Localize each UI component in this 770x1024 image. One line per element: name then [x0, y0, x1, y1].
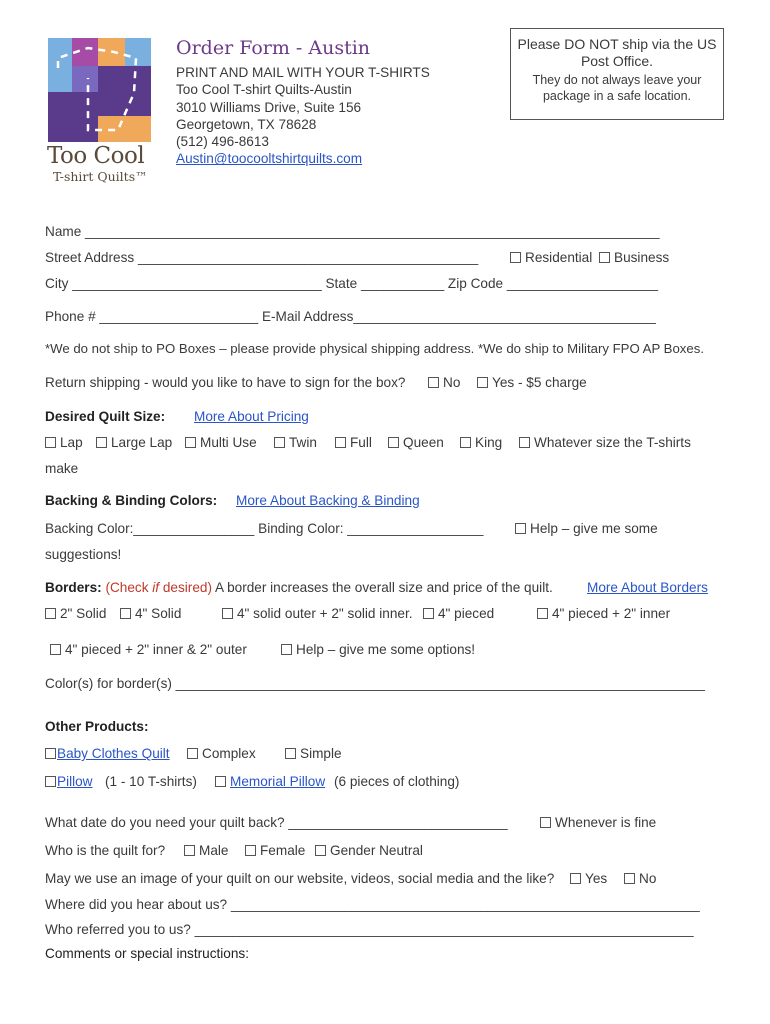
help-suggestions-continued: suggestions!: [45, 547, 122, 562]
checkbox[interactable]: [96, 437, 107, 448]
city-state-zip-field[interactable]: City _________________________________ State ___________ Zip Code ____________________: [45, 276, 659, 291]
image-permission-question: May we use an image of your quilt on our website, videos, social media and the like?: [45, 871, 555, 886]
name-field[interactable]: Name ____________________________________________________________________________: [45, 224, 660, 239]
warning-sub: They do not always leave your package in a safe location.: [532, 73, 702, 103]
size-lap[interactable]: [45, 435, 83, 450]
checkbox[interactable]: [388, 437, 399, 448]
option-label: 4" pieced + 2" inner & 2" outer: [65, 642, 247, 657]
checkbox[interactable]: [185, 437, 196, 448]
option-label: Twin: [289, 435, 317, 450]
border-pieced-inner[interactable]: [537, 606, 670, 621]
checkbox[interactable]: [624, 873, 635, 884]
help-suggestions-option[interactable]: [515, 521, 658, 536]
po-box-note: *We do not ship to PO Boxes – please provide physical shipping address. *We do ship to Military FPO AP Boxes.: [45, 341, 704, 356]
complex-option[interactable]: [187, 746, 256, 761]
baby-clothes-quilt-link[interactable]: Baby Clothes Quilt: [57, 746, 170, 761]
checkbox[interactable]: [519, 437, 530, 448]
checkbox[interactable]: [423, 608, 434, 619]
option-label: Help – give me some options!: [296, 642, 476, 657]
border-pieced-inner-outer[interactable]: [50, 642, 247, 657]
option-label: Complex: [202, 746, 256, 761]
size-whatever-continued: make: [45, 461, 79, 476]
checkbox[interactable]: [222, 608, 233, 619]
page-title: Order Form - Austin: [176, 37, 371, 59]
checkbox[interactable]: [335, 437, 346, 448]
address-block: [176, 64, 430, 168]
size-king[interactable]: [460, 435, 502, 450]
option-label: Full: [350, 435, 372, 450]
borders-check-text: (Check: [105, 580, 153, 595]
option-label: Female: [260, 843, 306, 858]
image-yes-option[interactable]: [570, 871, 607, 886]
checkbox[interactable]: [315, 845, 326, 856]
option-label: Queen: [403, 435, 444, 450]
border-4in-pieced[interactable]: [423, 606, 494, 621]
pillow-link[interactable]: Pillow: [57, 774, 93, 789]
street-field[interactable]: Street Address _____________________________________________: [45, 250, 479, 265]
checkbox[interactable]: [285, 748, 296, 759]
baby-clothes-quilt-option[interactable]: [45, 746, 170, 761]
logo-wordmark: Too Cool: [47, 143, 145, 169]
date-needed-field[interactable]: What date do you need your quilt back? _____________________________: [45, 815, 508, 830]
option-label: Business: [614, 250, 670, 265]
whenever-option[interactable]: [540, 815, 656, 830]
option-label: Lap: [60, 435, 83, 450]
option-label: 4" pieced + 2" inner: [552, 606, 671, 621]
option-label: Multi Use: [200, 435, 257, 450]
option-label: Yes - $5 charge: [492, 375, 587, 390]
checkbox[interactable]: [45, 437, 56, 448]
hear-about-field[interactable]: Where did you hear about us? ______________________________________________________________: [45, 897, 700, 912]
option-label: 2" Solid: [60, 606, 107, 621]
backing-binding-fields[interactable]: Backing Color:________________ Binding Color: __________________: [45, 521, 484, 536]
checkbox[interactable]: [460, 437, 471, 448]
who-for-question: Who is the quilt for?: [45, 843, 166, 858]
comments-label: Comments or special instructions:: [45, 946, 249, 961]
size-full[interactable]: [335, 435, 372, 450]
option-label: Residential: [525, 250, 593, 265]
borders-label: Borders:: [45, 580, 102, 595]
checkbox[interactable]: [215, 776, 226, 787]
checkbox[interactable]: [570, 873, 581, 884]
checkbox[interactable]: [245, 845, 256, 856]
option-label: 4" solid outer + 2" solid inner.: [237, 606, 413, 621]
option-label: Male: [199, 843, 229, 858]
backing-binding-link[interactable]: More About Backing & Binding: [236, 493, 420, 508]
simple-option[interactable]: [285, 746, 342, 761]
border-2in-solid[interactable]: [45, 606, 106, 621]
residential-option[interactable]: [510, 250, 592, 265]
checkbox[interactable]: [187, 748, 198, 759]
option-label: Whenever is fine: [555, 815, 657, 830]
checkbox[interactable]: [510, 252, 521, 263]
checkbox[interactable]: [50, 644, 61, 655]
checkbox[interactable]: [515, 523, 526, 534]
phone-email-field[interactable]: Phone # _____________________ E-Mail Address________________________________________: [45, 309, 656, 324]
checkbox[interactable]: [120, 608, 131, 619]
female-option[interactable]: [245, 843, 305, 858]
backing-binding-label: Backing & Binding Colors:: [45, 493, 218, 508]
logo-tagline: T-shirt Quilts™: [53, 169, 148, 184]
address-line: 3010 Williams Drive, Suite 156: [176, 99, 362, 115]
checkbox[interactable]: [540, 817, 551, 828]
checkbox[interactable]: [45, 748, 56, 759]
return-no-option[interactable]: [428, 375, 460, 390]
size-multi-use[interactable]: [185, 435, 257, 450]
memorial-pillow-option[interactable]: [215, 774, 325, 789]
option-label: 4" Solid: [135, 606, 182, 621]
memorial-pillow-link[interactable]: Memorial Pillow: [230, 774, 326, 789]
size-whatever[interactable]: [519, 435, 691, 450]
border-solid-outer-inner[interactable]: [222, 606, 413, 621]
pillow-option[interactable]: [45, 774, 93, 789]
subtitle: PRINT AND MAIL WITH YOUR T-SHIRTS: [176, 65, 430, 80]
border-colors-field[interactable]: Color(s) for border(s) ______________________________________________________________________: [45, 676, 705, 691]
checkbox[interactable]: [45, 608, 56, 619]
other-products-label: Other Products:: [45, 719, 149, 734]
border-4in-solid[interactable]: [120, 606, 181, 621]
checkbox[interactable]: [428, 377, 439, 388]
memorial-pillow-note: (6 pieces of clothing): [334, 774, 460, 789]
option-label: King: [475, 435, 503, 450]
warning-main: Please DO NOT ship via the US Post Office.: [517, 36, 717, 69]
email-link[interactable]: Austin@toocooltshirtquilts.com: [176, 151, 363, 167]
option-label: Whatever size the T-shirts: [534, 435, 691, 450]
return-yes-option[interactable]: [477, 375, 587, 390]
address-line: Georgetown, TX 78628: [176, 116, 317, 132]
pillow-note: (1 - 10 T-shirts): [105, 774, 197, 789]
size-queen[interactable]: [388, 435, 444, 450]
option-label: Simple: [300, 746, 342, 761]
borders-note: A border increases the overall size and price of the quilt.: [215, 580, 553, 595]
male-option[interactable]: [184, 843, 228, 858]
checkbox[interactable]: [45, 776, 56, 787]
referred-by-field[interactable]: Who referred you to us? __________________________________________________________________: [45, 922, 694, 937]
borders-check-desired: desired): [159, 580, 212, 595]
option-label: Gender Neutral: [330, 843, 423, 858]
checkbox[interactable]: [184, 845, 195, 856]
size-twin[interactable]: [274, 435, 317, 450]
address-line: Too Cool T-shirt Quilts-Austin: [176, 82, 352, 98]
option-label: No: [639, 871, 657, 886]
borders-check-if: if: [152, 580, 160, 595]
option-label: No: [443, 375, 461, 390]
checkbox[interactable]: [537, 608, 548, 619]
option-label: Yes: [585, 871, 608, 886]
size-large-lap[interactable]: [96, 435, 172, 450]
phone-number: (512) 496-8613: [176, 134, 269, 150]
option-label: Help – give me some: [530, 521, 658, 536]
shipping-warning-box: [510, 28, 724, 120]
checkbox[interactable]: [274, 437, 285, 448]
checkbox[interactable]: [599, 252, 610, 263]
company-logo: [48, 38, 151, 142]
checkbox[interactable]: [281, 644, 292, 655]
checkbox[interactable]: [477, 377, 488, 388]
gender-neutral-option[interactable]: [315, 843, 423, 858]
return-shipping-question: Return shipping - would you like to have to sign for the box?: [45, 375, 406, 390]
quilt-size-label: Desired Quilt Size:: [45, 409, 166, 424]
option-label: 4" pieced: [438, 606, 495, 621]
borders-link[interactable]: More About Borders: [587, 580, 708, 595]
borders-heading: [45, 580, 553, 595]
border-help-options[interactable]: [281, 642, 475, 657]
pricing-link[interactable]: More About Pricing: [194, 409, 309, 424]
business-option[interactable]: [599, 250, 669, 265]
option-label: Large Lap: [111, 435, 173, 450]
image-no-option[interactable]: [624, 871, 656, 886]
